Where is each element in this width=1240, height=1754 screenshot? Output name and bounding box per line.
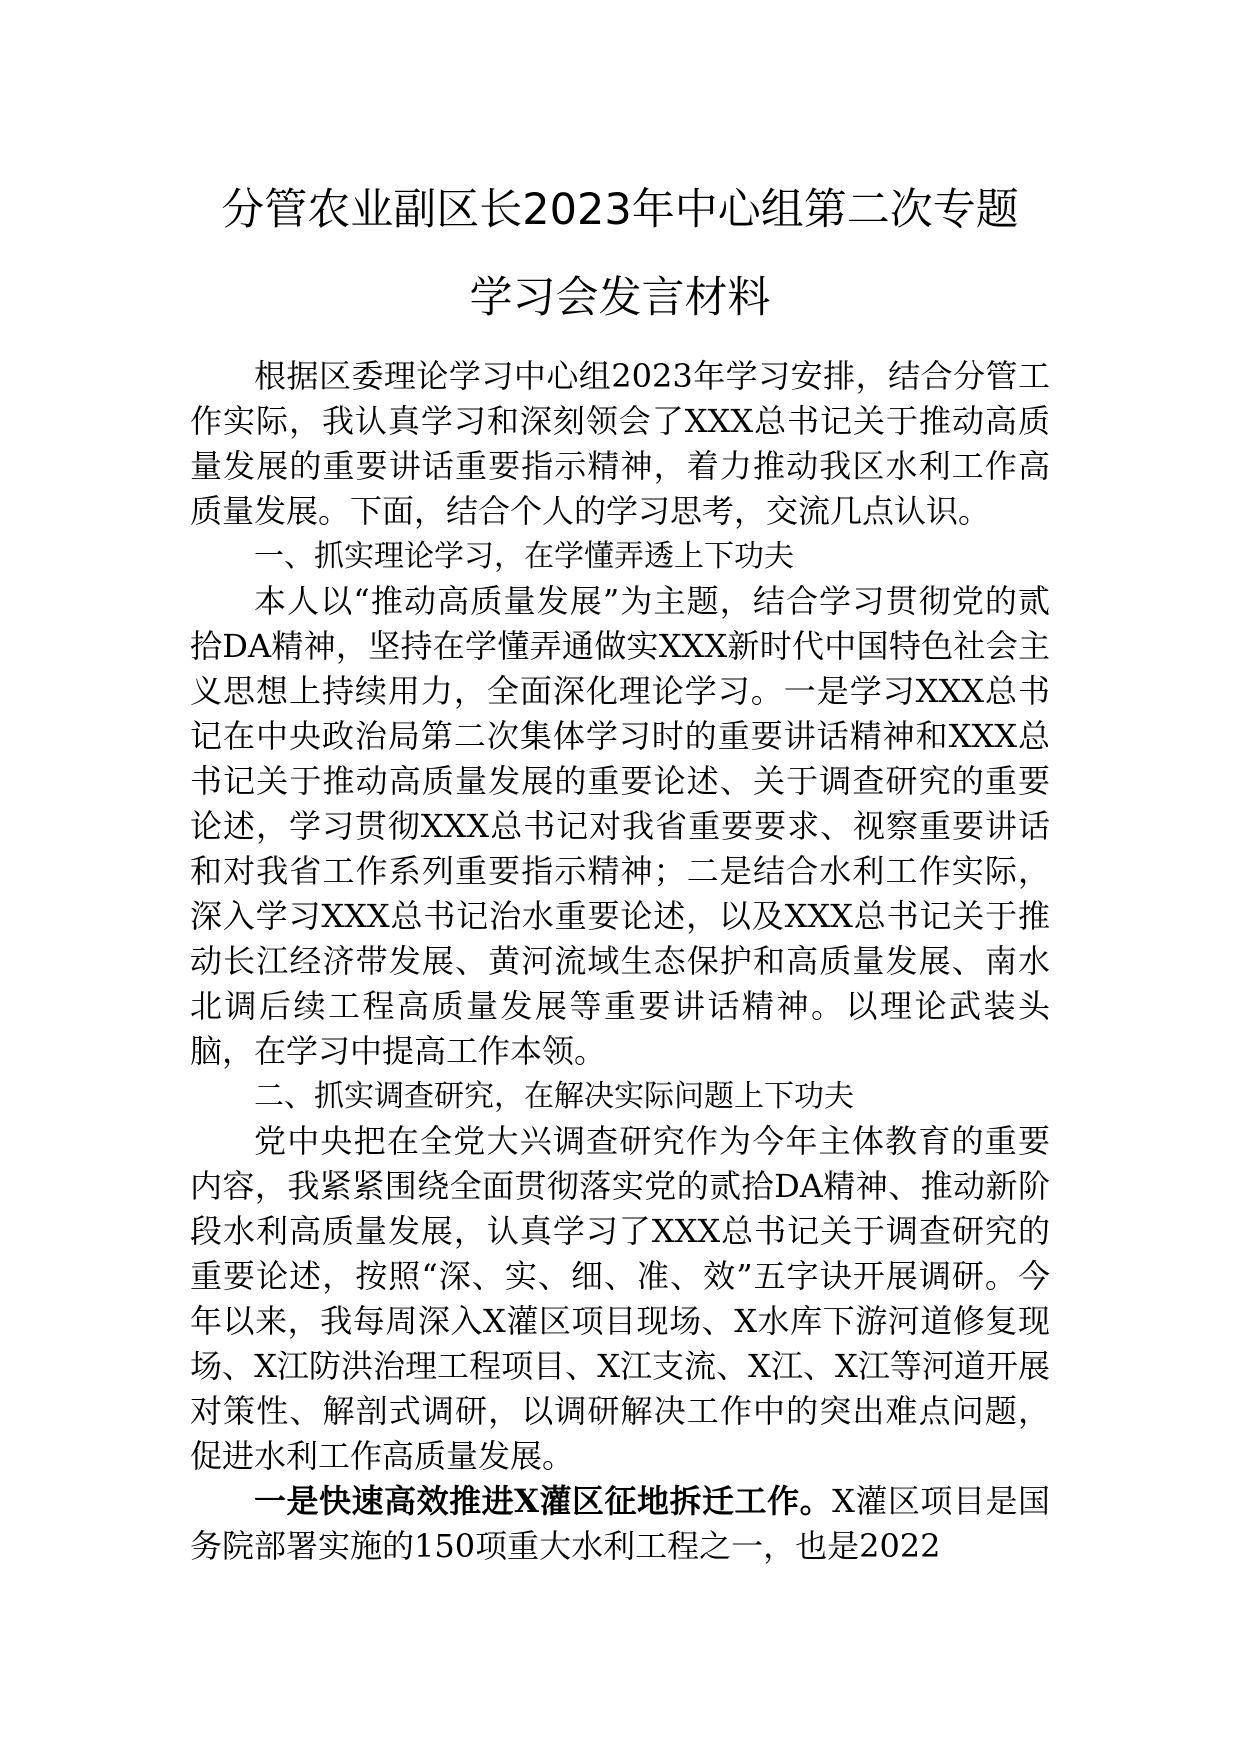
point-1-text: X灌区项目是国务院部署实施的150项重大水利工程之一，也是2022 xyxy=(190,1482,1050,1565)
section-heading-2: 二、抓实调查研究，在解决实际问题上下功夫 xyxy=(254,1079,854,1114)
section-1-paragraph: 本人以“推动高质量发展”为主题，结合学习贯彻党的贰拾DA精神，坚持在学懂弄通做实XXX新时代中国特色社会主义思想上持续用力，全面深化理论学习。一是学习XXX总书记在中央政治局第二次集体学习时的重要讲话精神和XXX总书记关于推动高质量发展的重要论述、关于调查研究的重要论述，学习贯彻XXX总书记对我省重要要求、视察重要讲话和对我省工作系列重要指示精神；二是结合水利工作实际，深入学习XXX总书记治水重要论述，以及XXX总书记关于推动长江经济带发展、黄河流域生态保护和高质量发展、南水北调后续工程高质量发展等重要讲话精神。以理论武装头脑，在学习中提高工作本领。 xyxy=(190,582,1050,1070)
title-line-2: 学习会发言材料 xyxy=(469,273,771,323)
intro-paragraph: 根据区委理论学习中心组2023年学习安排，结合分管工作实际，我认真学习和深刻领会了XXX总书记关于推动高质量发展的重要讲话重要指示精神，着力推动我区水利工作高质量发展。下面，结合个人的学习思考，交流几点认识。 xyxy=(190,357,1050,530)
document-page xyxy=(190,0,1050,1754)
section-2-paragraph: 党中央把在全党大兴调查研究作为今年主体教育的重要内容，我紧紧围绕全面贯彻落实党的贰拾DA精神、推动新阶段水利高质量发展，认真学习了XXX总书记关于调查研究的重要论述，按照“深、实、细、准、效”五字诀开展调研。今年以来，我每周深入X灌区项目现场、X水库下游河道修复现场、X江防洪治理工程项目、X江支流、X江、X江等河道开展对策性、解剖式调研，以调研解决工作中的突出难点问题，促进水利工作高质量发展。 xyxy=(190,1122,1050,1475)
document-title xyxy=(190,0,1050,342)
document-body xyxy=(190,354,1050,1569)
title-line-1: 分管农业副区长2023年中心组第二次专题 xyxy=(221,185,1019,235)
section-heading-1: 一、抓实理论学习，在学懂弄透上下功夫 xyxy=(254,539,794,574)
point-1-lead: 一是快速高效推进X灌区征地拆迁工作。 xyxy=(254,1482,833,1520)
point-1-paragraph xyxy=(190,1479,1050,1569)
